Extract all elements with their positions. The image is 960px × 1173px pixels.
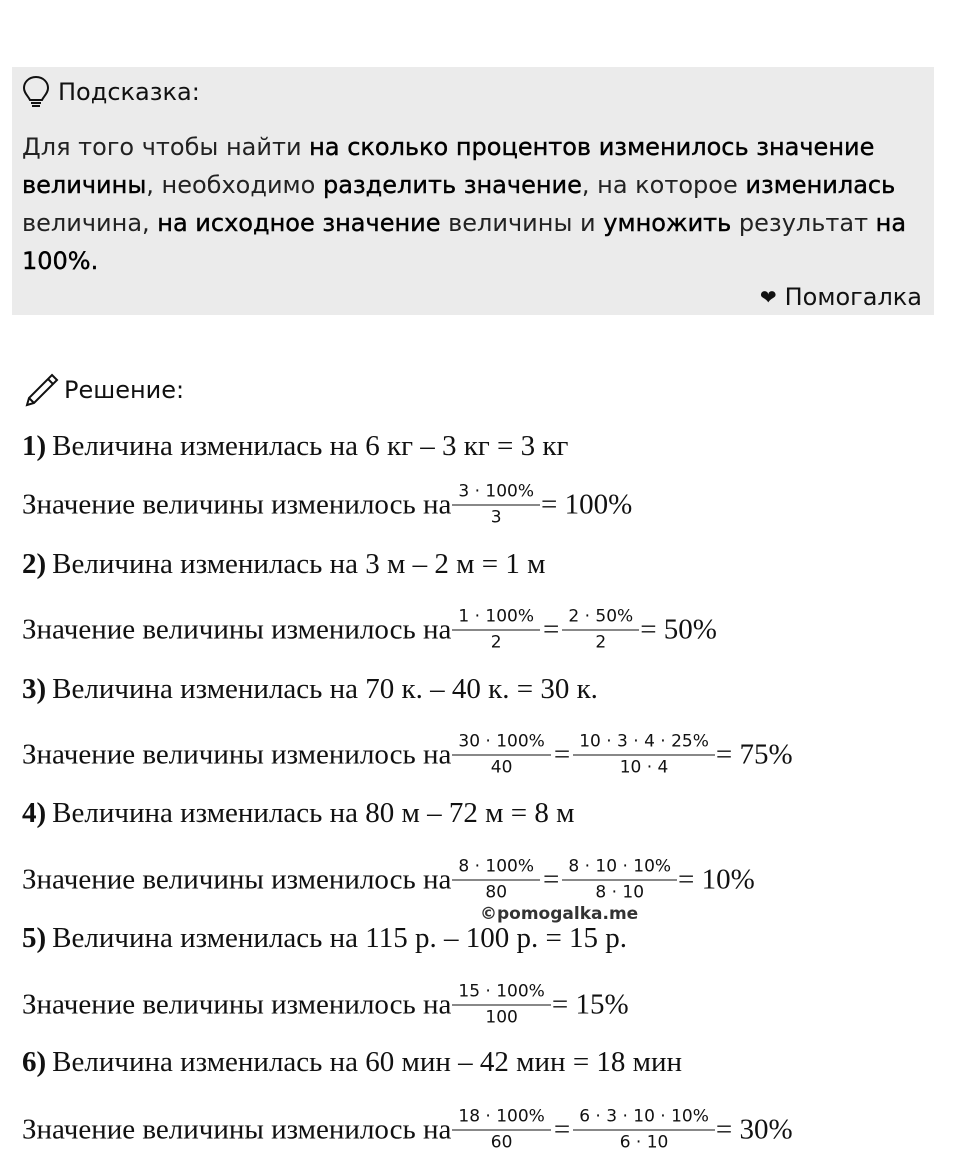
percent-prefix: Значение величины изменилось на xyxy=(22,863,452,896)
solution-title xyxy=(24,372,184,408)
fraction xyxy=(455,481,537,528)
fraction xyxy=(455,856,537,903)
fraction-numerator: 30 · 100% xyxy=(458,731,545,752)
change-text: Величина изменилась на 115 р. – 100 р. = 15 р. xyxy=(52,922,628,954)
change-line xyxy=(22,548,545,581)
fraction-denominator: 3 xyxy=(452,505,540,527)
hint-text-emphasis: изменилась xyxy=(745,171,896,199)
hint-text-segment: величина, xyxy=(22,209,158,237)
hint-text-segment: результат xyxy=(731,209,876,237)
fraction-denominator: 2 xyxy=(452,630,540,652)
lightbulb-icon xyxy=(22,75,50,109)
equals-sign: = xyxy=(543,613,560,646)
fraction-numerator: 15 · 100% xyxy=(458,981,545,1002)
percent-result: = 100% xyxy=(541,488,633,521)
hint-title xyxy=(22,75,200,109)
percent-line xyxy=(22,481,633,528)
change-line xyxy=(22,1046,682,1079)
equals-sign: = xyxy=(543,863,560,896)
percent-prefix: Значение величины изменилось на xyxy=(22,1113,452,1146)
fraction-numerator: 3 · 100% xyxy=(458,481,535,502)
fraction-numerator: 6 · 3 · 10 · 10% xyxy=(579,1106,709,1127)
change-line xyxy=(22,430,568,463)
change-line xyxy=(22,797,574,830)
equals-sign: = xyxy=(553,1113,571,1146)
percent-result: = 30% xyxy=(715,1113,793,1146)
percent-prefix: Значение величины изменилось на xyxy=(22,988,452,1021)
percent-result: = 10% xyxy=(678,863,755,896)
fraction xyxy=(455,606,537,653)
pencil-icon xyxy=(24,372,60,408)
percent-prefix: Значение величины изменилось на xyxy=(22,738,452,771)
fraction xyxy=(455,731,547,778)
fraction-numerator: 8 · 100% xyxy=(458,856,535,877)
hint-text-emphasis: на 100%. xyxy=(22,209,907,275)
fraction-denominator: 10 · 4 xyxy=(573,755,715,777)
item-number: 1) xyxy=(22,430,47,462)
percent-prefix: Значение величины изменилось на xyxy=(22,488,452,521)
hint-text-segment: величины и xyxy=(440,209,604,237)
fraction-numerator: 1 · 100% xyxy=(458,606,535,627)
item-number: 3) xyxy=(22,673,47,705)
percent-prefix: Значение величины изменилось на xyxy=(22,613,452,646)
hint-title-text: Подсказка: xyxy=(58,78,200,106)
percent-line xyxy=(22,731,793,778)
fraction-denominator: 2 xyxy=(562,630,639,652)
fraction-denominator: 6 · 10 xyxy=(573,1130,715,1152)
item-number: 5) xyxy=(22,922,47,954)
fraction xyxy=(455,1106,547,1153)
item-number: 6) xyxy=(22,1046,47,1078)
percent-line xyxy=(22,981,629,1028)
hint-text-segment: , необходимо xyxy=(146,171,323,199)
watermark: ©pomogalka.me xyxy=(480,904,639,924)
fraction xyxy=(576,731,712,778)
fraction-numerator: 8 · 10 · 10% xyxy=(568,856,672,877)
percent-result: = 50% xyxy=(640,613,717,646)
change-line xyxy=(22,673,598,706)
change-text: Величина изменилась на 6 кг – 3 кг = 3 кг xyxy=(52,430,569,462)
hint-text xyxy=(22,128,922,280)
fraction xyxy=(576,1106,712,1153)
solution-title-text: Решение: xyxy=(64,376,185,404)
fraction-denominator: 60 xyxy=(452,1130,550,1152)
change-line xyxy=(22,922,627,955)
hint-text-segment: , на которое xyxy=(581,171,746,199)
item-number: 2) xyxy=(22,548,47,580)
hint-text-segment: Для того чтобы найти xyxy=(22,133,310,161)
percent-line xyxy=(22,856,755,903)
hint-text-emphasis: на исходное значение xyxy=(157,209,441,237)
percent-result: = 15% xyxy=(551,988,629,1021)
fraction-denominator: 40 xyxy=(452,755,550,777)
item-number: 4) xyxy=(22,797,47,829)
percent-line xyxy=(22,606,717,653)
change-text: Величина изменилась на 80 м – 72 м = 8 м xyxy=(52,797,575,829)
fraction xyxy=(455,981,547,1028)
brand xyxy=(760,283,922,311)
hint-text-emphasis: на сколько процентов изменилось значение величины xyxy=(22,133,875,199)
brand-name: Помогалка xyxy=(784,283,922,311)
fraction xyxy=(565,606,636,653)
fraction xyxy=(565,856,674,903)
percent-line xyxy=(22,1106,793,1153)
fraction-denominator: 80 xyxy=(452,880,540,902)
hint-text-emphasis: умножить xyxy=(603,209,732,237)
hint-text-emphasis: разделить значение xyxy=(322,171,582,199)
change-text: Величина изменилась на 60 мин – 42 мин = 18 мин xyxy=(52,1046,683,1078)
fraction-denominator: 8 · 10 xyxy=(562,880,677,902)
heart-icon: ❤ xyxy=(759,285,777,309)
equals-sign: = xyxy=(553,738,571,771)
fraction-numerator: 2 · 50% xyxy=(568,606,634,627)
fraction-numerator: 10 · 3 · 4 · 25% xyxy=(579,731,709,752)
fraction-numerator: 18 · 100% xyxy=(458,1106,545,1127)
change-text: Величина изменилась на 3 м – 2 м = 1 м xyxy=(52,548,546,580)
fraction-denominator: 100 xyxy=(452,1005,550,1027)
change-text: Величина изменилась на 70 к. – 40 к. = 30 к. xyxy=(52,673,598,705)
percent-result: = 75% xyxy=(715,738,793,771)
